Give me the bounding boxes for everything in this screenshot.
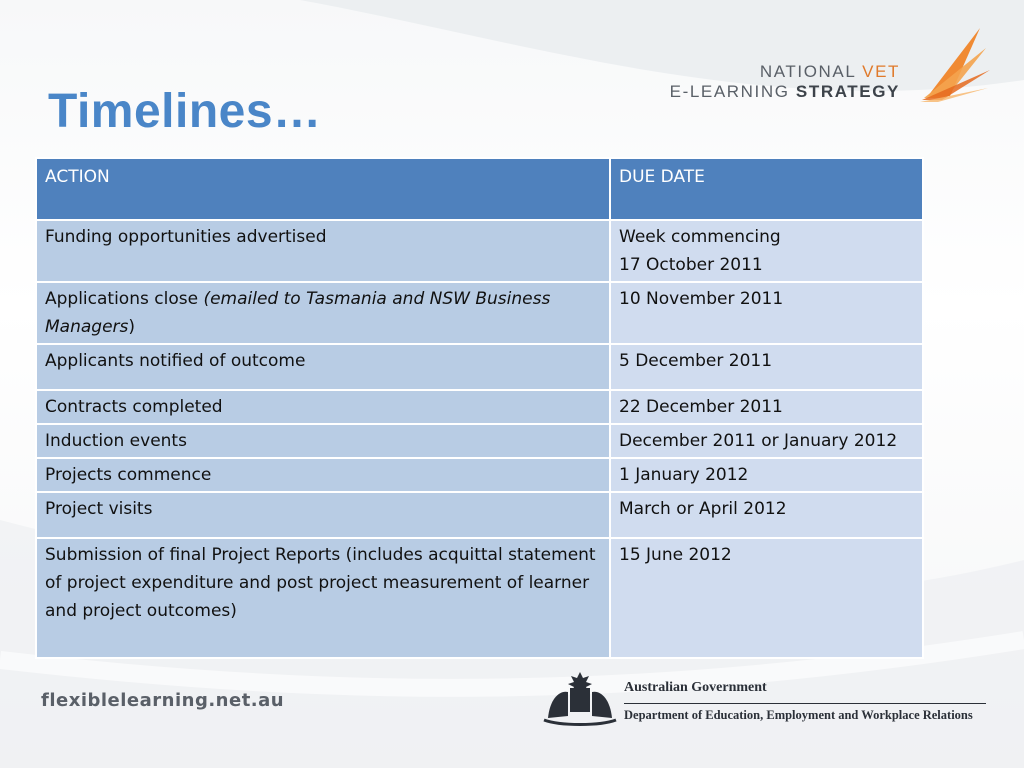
due-cell: March or April 2012 — [610, 492, 923, 538]
action-cell: Projects commence — [36, 458, 610, 492]
action-cell: Applicants notified of outcome — [36, 344, 610, 390]
action-cell: Induction events — [36, 424, 610, 458]
page-title: Timelines… — [48, 85, 322, 138]
brand-line-1 — [760, 62, 900, 82]
action-note: (emailed to Tasmania and NSW Business Managers — [45, 289, 551, 337]
table-row — [36, 390, 923, 424]
action-cell: Contracts completed — [36, 390, 610, 424]
table-row — [36, 424, 923, 458]
table-row — [36, 538, 923, 658]
action-cell — [36, 282, 610, 344]
due-cell — [610, 220, 923, 282]
table-row — [36, 220, 923, 282]
action-cell: Funding opportunities advertised — [36, 220, 610, 282]
table-row — [36, 458, 923, 492]
header-action: ACTION — [36, 158, 610, 220]
timeline-table — [35, 157, 924, 659]
due-line-1: Week commencing — [619, 227, 781, 247]
brand-vet: VET — [862, 62, 900, 81]
government-name: Australian Government — [624, 680, 767, 695]
divider — [624, 703, 986, 704]
footer-url: flexiblelearning.net.au — [41, 690, 285, 711]
due-cell: December 2011 or January 2012 — [610, 424, 923, 458]
coat-of-arms-icon — [540, 668, 620, 726]
due-line-2: 17 October 2011 — [619, 255, 763, 275]
brand-line-2 — [670, 82, 900, 102]
due-cell: 10 November 2011 — [610, 282, 923, 344]
due-cell: 5 December 2011 — [610, 344, 923, 390]
department-name: Department of Education, Employment and Workplace Relations — [624, 708, 973, 722]
australian-government-logo — [540, 668, 1000, 728]
table-row — [36, 492, 923, 538]
header-due-date: DUE DATE — [610, 158, 923, 220]
brand-national: NATIONAL — [759, 62, 863, 81]
brand-strategy: STRATEGY — [795, 82, 900, 101]
due-cell: 1 January 2012 — [610, 458, 923, 492]
due-cell: 15 June 2012 — [610, 538, 923, 658]
table-header-row — [36, 158, 923, 220]
table-row — [36, 344, 923, 390]
due-cell: 22 December 2011 — [610, 390, 923, 424]
action-cell: Project visits — [36, 492, 610, 538]
table-row — [36, 282, 923, 344]
action-text: Applications close — [45, 289, 204, 309]
brand-elearning: E-LEARNING — [669, 82, 796, 101]
action-suffix: ) — [128, 317, 136, 337]
action-cell: Submission of final Project Reports (includes acquittal statement of project expenditure and post project measurement of learner and project outcomes) — [36, 538, 610, 658]
national-vet-logo — [669, 22, 1000, 106]
flame-icon — [920, 24, 990, 104]
